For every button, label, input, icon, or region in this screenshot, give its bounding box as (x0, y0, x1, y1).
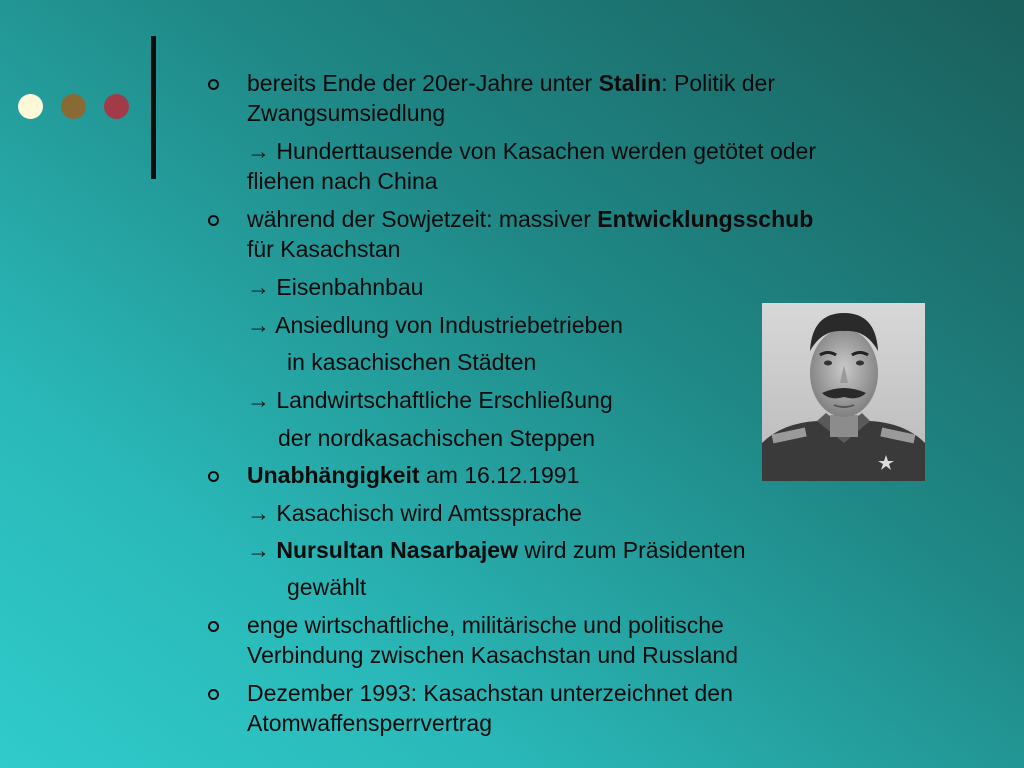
text-line (247, 708, 492, 739)
text-line (247, 136, 816, 167)
bullet-marker (208, 689, 219, 700)
text-line (247, 272, 423, 303)
bullet-marker (208, 621, 219, 632)
text-line (278, 423, 595, 454)
text-line (247, 98, 445, 129)
text-segment: → Hunderttausende von Kasachen werden getötet oder (247, 138, 816, 164)
text-segment: am 16.12.1991 (419, 462, 580, 488)
text-line (247, 460, 579, 491)
text-line (247, 166, 438, 197)
text-line (247, 610, 724, 641)
text-segment: → Kasachisch wird Amtssprache (247, 500, 582, 526)
text-segment: bereits Ende der 20er-Jahre unter (247, 70, 599, 96)
bold-text: Entwicklungsschub (597, 206, 814, 232)
text-line (287, 347, 536, 378)
portrait-photo (762, 303, 925, 481)
text-segment: → (247, 537, 277, 563)
bullet-marker (208, 79, 219, 90)
bold-text: Stalin (598, 70, 662, 96)
text-line (247, 204, 813, 235)
text-line (247, 535, 746, 566)
text-segment: fliehen nach China (247, 168, 438, 194)
text-line (247, 234, 400, 265)
text-line (247, 678, 733, 709)
bullet-marker (208, 471, 219, 482)
bullet-marker (208, 215, 219, 226)
text-segment: → Eisenbahnbau (247, 274, 424, 300)
text-line (247, 310, 623, 341)
text-segment: in kasachischen Städten (287, 349, 537, 375)
text-segment: gewählt (287, 574, 367, 600)
text-segment: enge wirtschaftliche, militärische und politische (247, 612, 724, 638)
text-line (247, 640, 738, 671)
text-segment: während der Sowjetzeit: massiver (247, 206, 598, 232)
text-segment: → Ansiedlung von Industriebetrieben (247, 312, 623, 338)
text-segment: für Kasachstan (247, 236, 401, 262)
text-segment: Atomwaffensperrvertrag (247, 710, 493, 736)
text-line (247, 498, 582, 529)
text-line (247, 68, 775, 99)
text-segment: Dezember 1993: Kasachstan unterzeichnet den (247, 680, 733, 706)
text-segment: : Politik der (661, 70, 775, 96)
text-line (247, 385, 613, 416)
bold-text: Unabhängigkeit (247, 462, 420, 488)
text-segment: Verbindung zwischen Kasachstan und Russland (247, 642, 738, 668)
text-segment: Zwangsumsiedlung (247, 100, 446, 126)
text-segment: wird zum Präsidenten (517, 537, 746, 563)
text-line (287, 572, 366, 603)
text-segment: → Landwirtschaftliche Erschließung (247, 387, 613, 413)
bold-text: Nursultan Nasarbajew (276, 537, 518, 563)
text-segment: der nordkasachischen Steppen (278, 425, 596, 451)
